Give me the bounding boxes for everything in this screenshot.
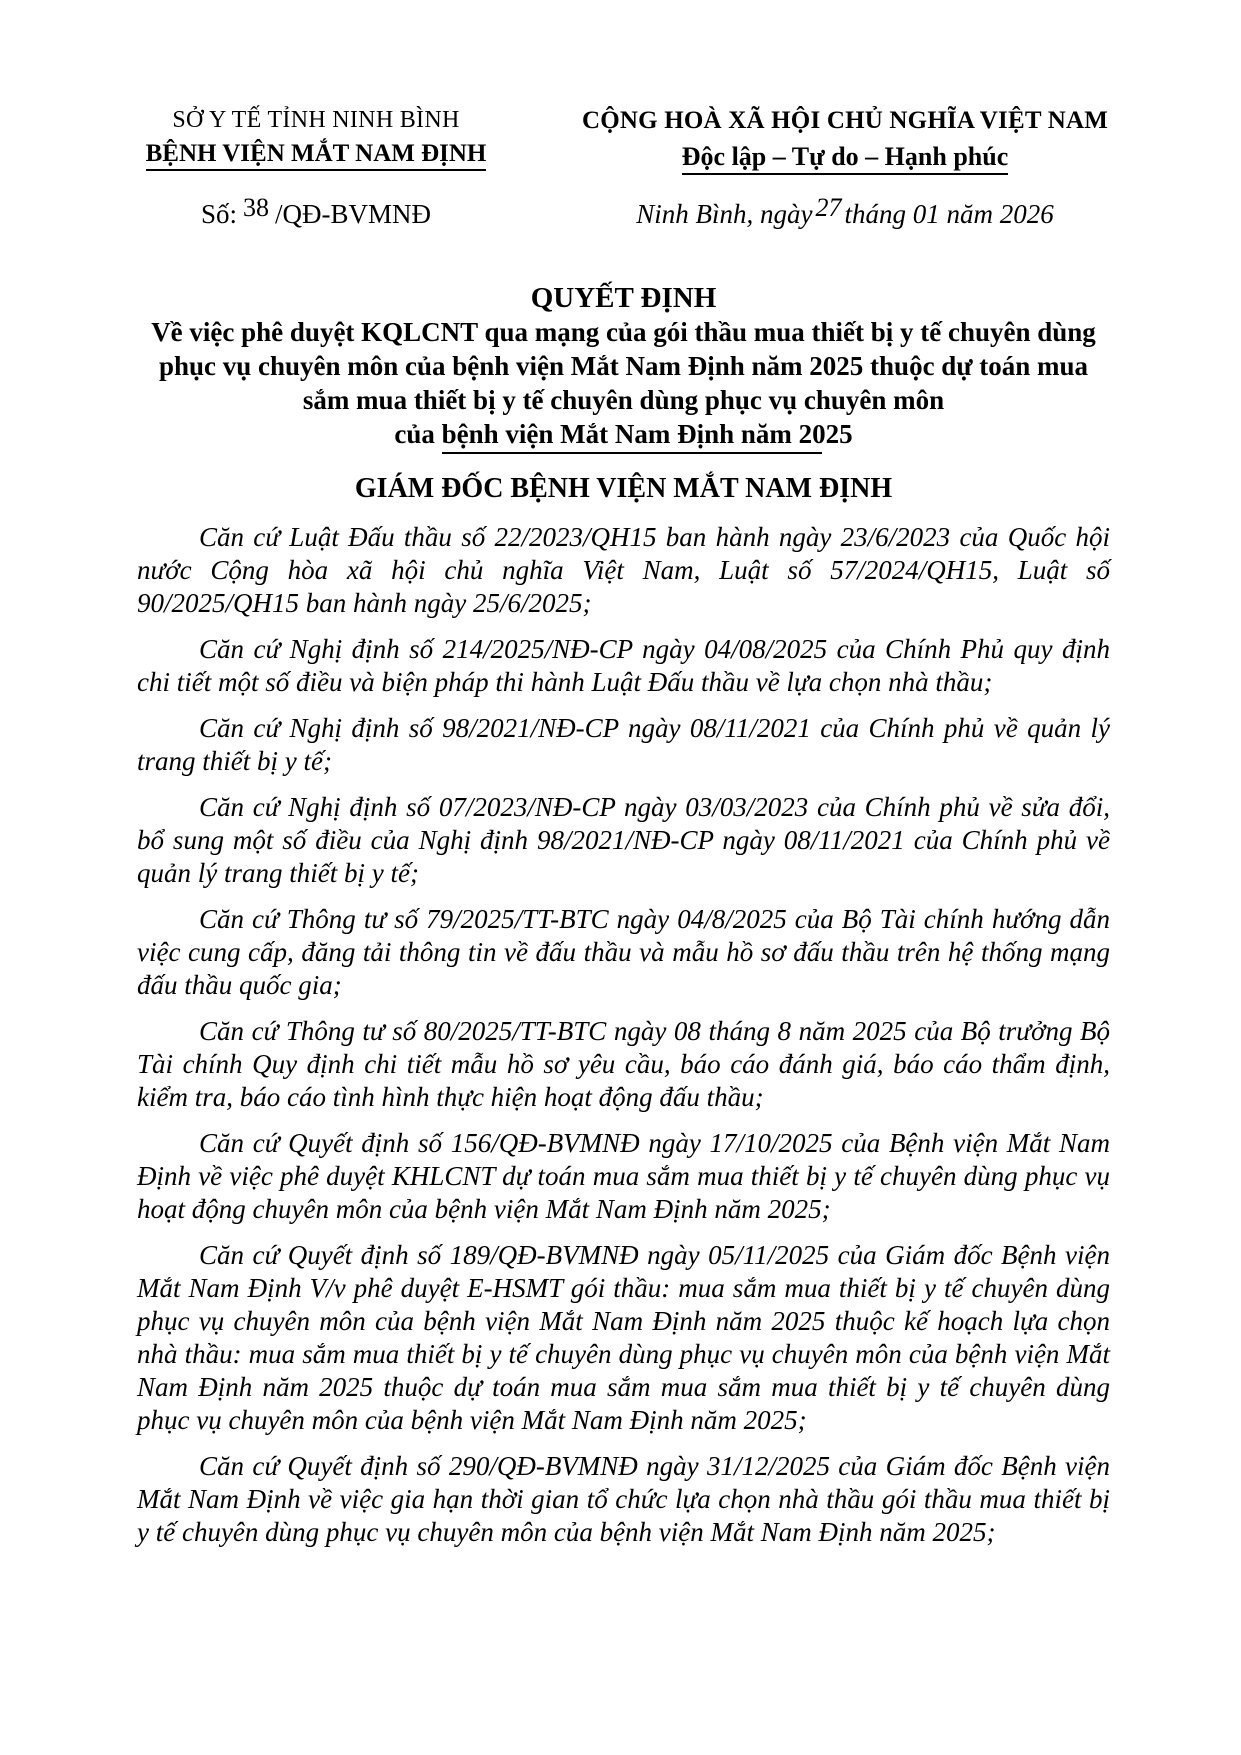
- subtitle-line4-prefix: của: [394, 419, 442, 449]
- national-motto-line2: [580, 140, 1110, 173]
- org-name: [137, 138, 495, 170]
- doc-number-value: 38: [243, 193, 269, 222]
- date-prefix: Ninh Bình, ngày: [636, 199, 813, 229]
- doc-number-suffix: /QĐ-BVMNĐ: [275, 199, 432, 229]
- issuing-org-block: [137, 105, 495, 231]
- legal-basis-paragraph: Căn cứ Quyết định số 156/QĐ-BVMNĐ ngày 17/10/2025 của Bệnh viện Mắt Nam Định về việc phê duyệt KHLCNT dự toán mua sắm mua thiết bị y tế chuyên dùng phục vụ hoạt động chuyên môn của bệnh viện Mắt Nam Định năm 2025;: [137, 1128, 1110, 1224]
- subtitle-line4-suffix: 2025: [791, 419, 853, 449]
- legal-basis-paragraph: Căn cứ Luật Đấu thầu số 22/2023/QH15 ban hành ngày 23/6/2023 của Quốc hội nước Cộng hòa xã hội chủ nghĩa Việt Nam, Luật số 57/2024/QH15, Luật số 90/2025/QH15 ban hành ngày 25/6/2025;: [137, 522, 1110, 618]
- legal-basis-paragraph: Căn cứ Nghị định số 07/2023/NĐ-CP ngày 03/03/2023 của Chính phủ về sửa đổi, bổ sung một số điều của Nghị định 98/2021/NĐ-CP ngày 08/11/2021 của Chính phủ về quản lý trang thiết bị y tế;: [137, 792, 1110, 888]
- org-name-text: BỆNH VIỆN MẮT NAM ĐỊNH: [146, 140, 487, 171]
- parent-org-name: SỞ Y TẾ TỈNH NINH BÌNH: [172, 107, 460, 133]
- decision-subtitle-line2: phục vụ chuyên môn của bệnh viện Mắt Nam Định năm 2025 thuộc dự toán mua: [158, 351, 1089, 381]
- decision-title-block: [137, 281, 1110, 451]
- issuer-heading: GIÁM ĐỐC BỆNH VIỆN MẮT NAM ĐỊNH: [354, 473, 893, 504]
- legal-basis-paragraph: Căn cứ Thông tư số 79/2025/TT-BTC ngày 04/8/2025 của Bộ Tài chính hướng dẫn việc cung cấp, đăng tải thông tin về đấu thầu và mẫu hồ sơ đấu thầu trên hệ thống mạng đấu thầu quốc gia;: [137, 904, 1110, 1000]
- date-day: 27: [815, 193, 842, 222]
- legal-basis-paragraph: Căn cứ Quyết định số 290/QĐ-BVMNĐ ngày 31/12/2025 của Giám đốc Bệnh viện Mắt Nam Định về việc gia hạn thời gian tổ chức lựa chọn nhà thầu gói thầu mua thiết bị y tế chuyên dùng phục vụ chuyên môn của bệnh viện Mắt Nam Định năm 2025;: [137, 1451, 1110, 1547]
- subtitle-line4-underlined: bệnh viện Mắt Nam Định năm: [442, 419, 822, 454]
- doc-number-label: Số:: [200, 199, 237, 229]
- decision-subtitle-line3: sắm mua thiết bị y tế chuyên dùng phục vụ chuyên môn: [302, 385, 945, 415]
- document-body: [137, 521, 1110, 1549]
- national-motto-line2-text: Độc lập – Tự do – Hạnh phúc: [682, 142, 1009, 175]
- legal-basis-paragraph: Căn cứ Quyết định số 189/QĐ-BVMNĐ ngày 05/11/2025 của Giám đốc Bệnh viện Mắt Nam Định V/v phê duyệt E-HSMT gói thầu: mua sắm mua thiết bị y tế chuyên dùng phục vụ chuyên môn của bệnh viện Mắt Nam Định năm 2025 thuộc kế hoạch lựa chọn nhà thầu: mua sắm mua thiết bị y tế chuyên dùng phục vụ chuyên môn của bệnh viện Mắt Nam Định năm 2025 thuộc dự toán mua sắm mua sắm mua thiết bị y tế chuyên dùng phục vụ chuyên môn của bệnh viện Mắt Nam Định năm 2025;: [137, 1240, 1110, 1435]
- document-number-line: [137, 193, 495, 231]
- legal-basis-paragraph: Căn cứ Thông tư số 80/2025/TT-BTC ngày 08 tháng 8 năm 2025 của Bộ trưởng Bộ Tài chính Quy định chi tiết mẫu hồ sơ yêu cầu, báo cáo đánh giá, báo cáo thẩm định, kiểm tra, báo cáo tình hình thực hiện hoạt động đấu thầu;: [137, 1016, 1110, 1112]
- legal-basis-paragraph: Căn cứ Nghị định số 214/2025/NĐ-CP ngày 04/08/2025 của Chính Phủ quy định chi tiết một số điều và biện pháp thi hành Luật Đấu thầu về lựa chọn nhà thầu;: [137, 634, 1110, 697]
- place-date-line: [580, 193, 1110, 231]
- decision-subtitle-line1: Về việc phê duyệt KQLCNT qua mạng của gói thầu mua thiết bị y tế chuyên dùng: [151, 317, 1096, 347]
- national-motto-line1: CỘNG HOÀ XÃ HỘI CHỦ NGHĨA VIỆT NAM: [581, 107, 1109, 134]
- national-header-block: [580, 105, 1110, 231]
- legal-basis-paragraph: Căn cứ Nghị định số 98/2021/NĐ-CP ngày 08/11/2021 của Chính phủ về quản lý trang thiết bị y tế;: [137, 713, 1110, 776]
- decision-subtitle-line4: [137, 417, 1110, 451]
- document-header: [137, 105, 1110, 231]
- date-suffix: tháng 01 năm 2026: [844, 199, 1054, 229]
- decision-title: QUYẾT ĐỊNH: [530, 282, 717, 314]
